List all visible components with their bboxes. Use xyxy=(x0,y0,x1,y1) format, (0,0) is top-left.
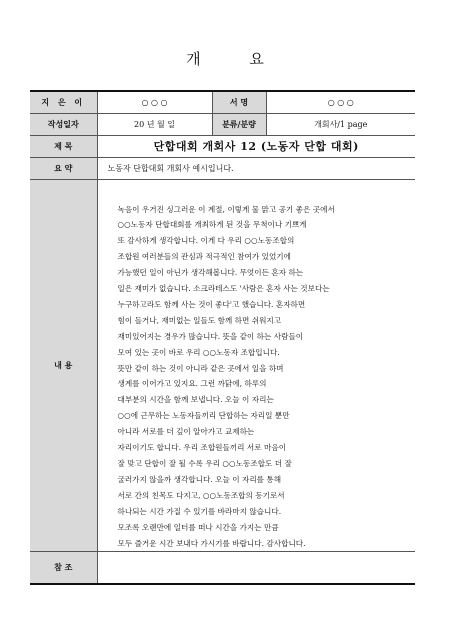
content-line: 자리이기도 합니다. 우리 조합원들끼리 서로 마음이 xyxy=(117,443,287,453)
date-row xyxy=(30,113,415,135)
document-title: 개 요 xyxy=(186,50,286,68)
content-row xyxy=(30,179,415,552)
name-label: 서 명 xyxy=(212,91,266,113)
content-line: 가능했던 일이 아닌가 생각해봅니다. 무엇이든 혼자 하는 xyxy=(117,268,304,278)
content-line: 누구하고라도 함께 사는 것이 좋다'고 했습니다. 혼자하면 xyxy=(117,299,306,309)
content-line: 서로 간의 친목도 다지고, ○○노동조합의 동기로서 xyxy=(117,490,285,500)
content-line: 굴러가지 않을까 생각합니다. 오늘 이 자리를 통해 xyxy=(117,474,282,484)
content-line: 대부분의 시간을 함께 보냅니다. 오늘 이 자리는 xyxy=(117,395,274,405)
name-value: ○ ○ ○ xyxy=(266,91,415,113)
date-value: 20 년 월 일 xyxy=(97,113,212,135)
summary-label: 요 약 xyxy=(30,157,97,179)
content-line: 모여 있는 곳이 바로 우리 ○○노동자 조합입니다. xyxy=(117,347,280,357)
subject-label: 제 목 xyxy=(30,135,97,157)
content-line: 일은 재미가 없습니다. 소크라테스도 '사람은 혼자 사는 것보다는 xyxy=(117,284,330,294)
date-label: 작성일자 xyxy=(30,113,97,135)
reference-value xyxy=(97,552,415,584)
author-label: 지 은 이 xyxy=(30,91,97,113)
summary-value: 노동자 단합대회 개회사 예시입니다. xyxy=(97,157,415,179)
content-line: 또 감사하게 생각합니다. 이게 다 우리 ○○노동조합의 xyxy=(117,236,295,246)
reference-row xyxy=(30,552,415,584)
category-value: 개회사/1 page xyxy=(266,113,415,135)
author-row xyxy=(30,91,415,113)
content-line: 재미있어지는 경우가 많습니다. 뜻을 같이 하는 사람들이 xyxy=(117,331,304,341)
content-paragraph xyxy=(118,202,406,552)
content-line: 조합원 여러분들의 관심과 적극적인 참여가 있었기에 xyxy=(117,252,291,262)
content-line: 잘 맞고 단합이 잘 될 수록 우리 ○○노동조합도 더 잘 xyxy=(117,459,292,468)
content-line: 모두 즐거운 시간 보내다 가시기를 바랍니다. 감사합니다. xyxy=(117,538,306,548)
subject-value: 단합대회 개회사 12 (노동자 단합 대회) xyxy=(97,135,415,157)
category-label: 분류/분량 xyxy=(212,113,266,135)
author-value: ○ ○ ○ xyxy=(97,91,212,113)
content-line: 하나되는 시간 가질 수 있기를 바라마지 않습니다. xyxy=(117,506,282,516)
content-line: 생계를 이어가고 있지요. 그런 까닭에, 하루의 xyxy=(117,379,267,389)
content-line: ○○노동자 단합대회를 개최하게 된 것을 무척이나 기쁘게 xyxy=(117,220,307,230)
content-line: ○○에 근무하는 노동자들끼리 단합하는 자리일 뿐만 xyxy=(117,411,290,421)
content-line: 뜻만 같이 하는 것이 아니라 같은 곳에서 일을 하며 xyxy=(117,363,284,373)
reference-label: 참 조 xyxy=(30,552,97,584)
content-line: 아니라 서로를 더 깊이 알아가고 교제하는 xyxy=(117,427,255,437)
content-line: 모조록 오랜만에 일터를 떠나 시간을 가지는 만큼 xyxy=(117,522,279,532)
content-line: 녹음이 우거진 싱그러운 이 계절, 이렇게 물 맑고 공기 좋은 곳에서 xyxy=(117,204,335,214)
content-label: 내 용 xyxy=(30,179,97,552)
content-body xyxy=(97,179,415,552)
summary-row xyxy=(30,157,415,179)
summary-form-table xyxy=(30,90,415,585)
subject-row xyxy=(30,135,415,157)
content-line: 힘이 들거나, 재미없는 일들도 함께 하면 쉬워지고 xyxy=(117,315,282,325)
